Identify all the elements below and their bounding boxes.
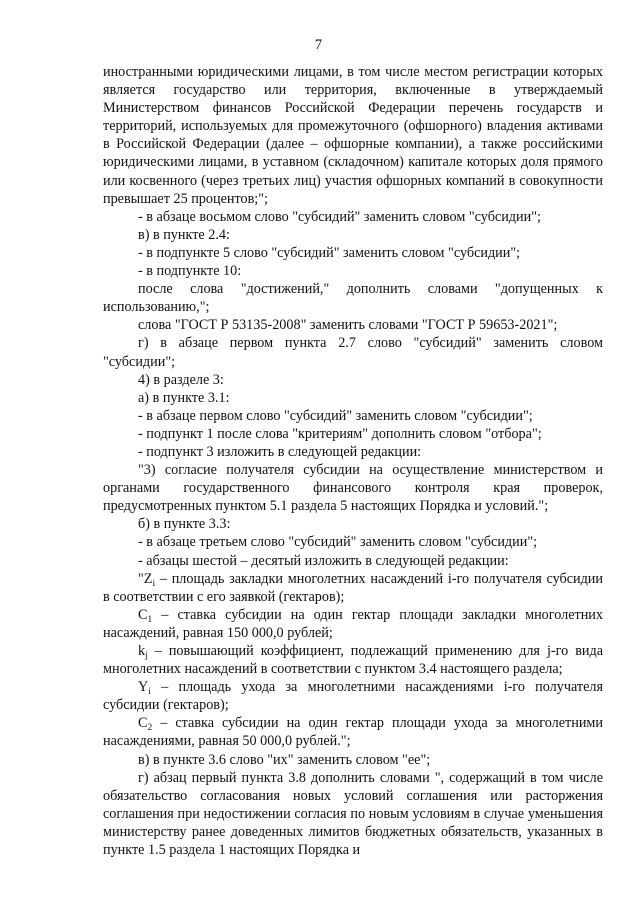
paragraph: [103, 244, 603, 262]
formula-subscript: 2: [147, 723, 153, 734]
paragraph: [103, 371, 603, 389]
formula-subscript: i: [148, 687, 151, 698]
formula-symbol: Y: [138, 679, 149, 696]
paragraph-text: г) абзац первый пункта 3.8 дополнить словами ", содержащий в том числе обязательство согласования новых условий соглашения или расторжения соглашения при недостижении согласия по новым условиям в случае уменьшения министерству ранее доведенных лимитов бюджетных обязательств, указанных в пункте 1.5 раздела 1 настоящих Порядка и: [103, 769, 603, 859]
formula-symbol: C: [138, 715, 148, 732]
paragraph-text: в) в пункте 2.4:: [138, 226, 230, 243]
paragraph: [103, 389, 603, 407]
paragraph: [103, 642, 603, 678]
paragraph-text: – площадь закладки многолетних насаждений i-го получателя субсидии в соответствии с его заявкой (гектаров);: [103, 570, 603, 605]
paragraph-text: - в абзаце третьем слово "субсидий" заменить словом "субсидии";: [138, 534, 538, 551]
paragraph: [103, 334, 603, 370]
paragraph: [103, 262, 603, 280]
paragraph-text: - абзацы шестой – десятый изложить в следующей редакции:: [138, 552, 509, 569]
page-number: 7: [314, 37, 323, 53]
formula-symbol: "Z: [138, 570, 153, 587]
formula-symbol: C: [138, 606, 148, 623]
paragraph-text: иностранными юридическими лицами, в том числе местом регистрации которых является государство или территория, включенные в утверждаемый Министерством финансов Российской Федерации перечень государств и территорий, используемых для промежуточного (офшорного) владения активами в Российской Федерации (далее – офшорные компании), а также российскими юридическими лицами, в уставном (складочном) капитале которых доля прямого или косвенного (через третьих лиц) участия офшорных компаний в совокупности превышает 25 процентов;";: [103, 64, 603, 207]
paragraph-text: - в подпункте 5 слово "субсидий" заменить словом "субсидии";: [138, 244, 521, 261]
paragraph: [103, 461, 603, 515]
paragraph-text: "3) согласие получателя субсидии на осуществление министерством и органами государственного финансового контроля края проверок, предусмотренных пунктом 5.1 раздела 5 настоящих Порядка и условий.";: [103, 462, 603, 515]
paragraph-text: – площадь ухода за многолетними насаждениями i-го получателя субсидии (гектаров);: [103, 679, 603, 714]
paragraph-text: – ставка субсидии на один гектар площади ухода за многолетними насаждениями, равная 50 000,0 рублей.";: [103, 715, 603, 750]
formula-symbol: k: [138, 643, 146, 659]
paragraph-text: после слова "достижений," дополнить словами "допущенных к использованию,";: [103, 281, 603, 316]
document-body: [103, 63, 603, 859]
paragraph: [103, 678, 603, 714]
paragraph: [103, 63, 603, 208]
paragraph-text: б) в пункте 3.3:: [138, 516, 231, 533]
paragraph: [103, 407, 603, 425]
paragraph: [103, 570, 603, 606]
paragraph: [103, 280, 603, 316]
paragraph: [103, 443, 603, 461]
formula-subscript: 1: [147, 614, 153, 625]
paragraph: [103, 552, 603, 570]
paragraph-text: - подпункт 3 изложить в следующей редакции:: [138, 443, 422, 460]
paragraph-text: 4) в разделе 3:: [138, 371, 224, 388]
paragraph: [103, 714, 603, 750]
paragraph-text: - в абзаце первом слово "субсидий" заменить словом "субсидии";: [138, 407, 533, 424]
paragraph: [103, 533, 603, 551]
paragraph: [103, 769, 603, 859]
paragraph: [103, 606, 603, 642]
paragraph: [103, 515, 603, 533]
paragraph: [103, 751, 603, 769]
paragraph-text: в) в пункте 3.6 слово "их" заменить словом "ее";: [138, 751, 431, 768]
formula-subscript: i: [152, 578, 156, 589]
paragraph-text: - в подпункте 10:: [138, 263, 242, 280]
paragraph-text: – повышающий коэффициент, подлежащий применению для j-го вида многолетних насаждений в соответствии с пунктом 3.4 настоящего раздела;: [103, 643, 603, 678]
paragraph-text: а) в пункте 3.1:: [138, 389, 230, 406]
paragraph: [103, 226, 603, 244]
paragraph-text: г) в абзаце первом пункта 2.7 слово "субсидий" заменить словом "субсидии";: [103, 335, 603, 370]
paragraph-text: - подпункт 1 после слова "критериям" дополнить словом "отбора";: [138, 425, 542, 442]
paragraph-text: слова "ГОСТ Р 53135-2008" заменить словами "ГОСТ Р 59653-2021";: [138, 317, 558, 334]
paragraph: [103, 316, 603, 334]
paragraph-text: – ставка субсидии на один гектар площади закладки многолетних насаждений, равная 150 000,0 рублей;: [103, 606, 603, 641]
paragraph-text: - в абзаце восьмом слово "субсидий" заменить словом "субсидии";: [138, 208, 541, 225]
formula-subscript: j: [145, 651, 148, 661]
paragraph: [103, 208, 603, 226]
paragraph: [103, 425, 603, 443]
